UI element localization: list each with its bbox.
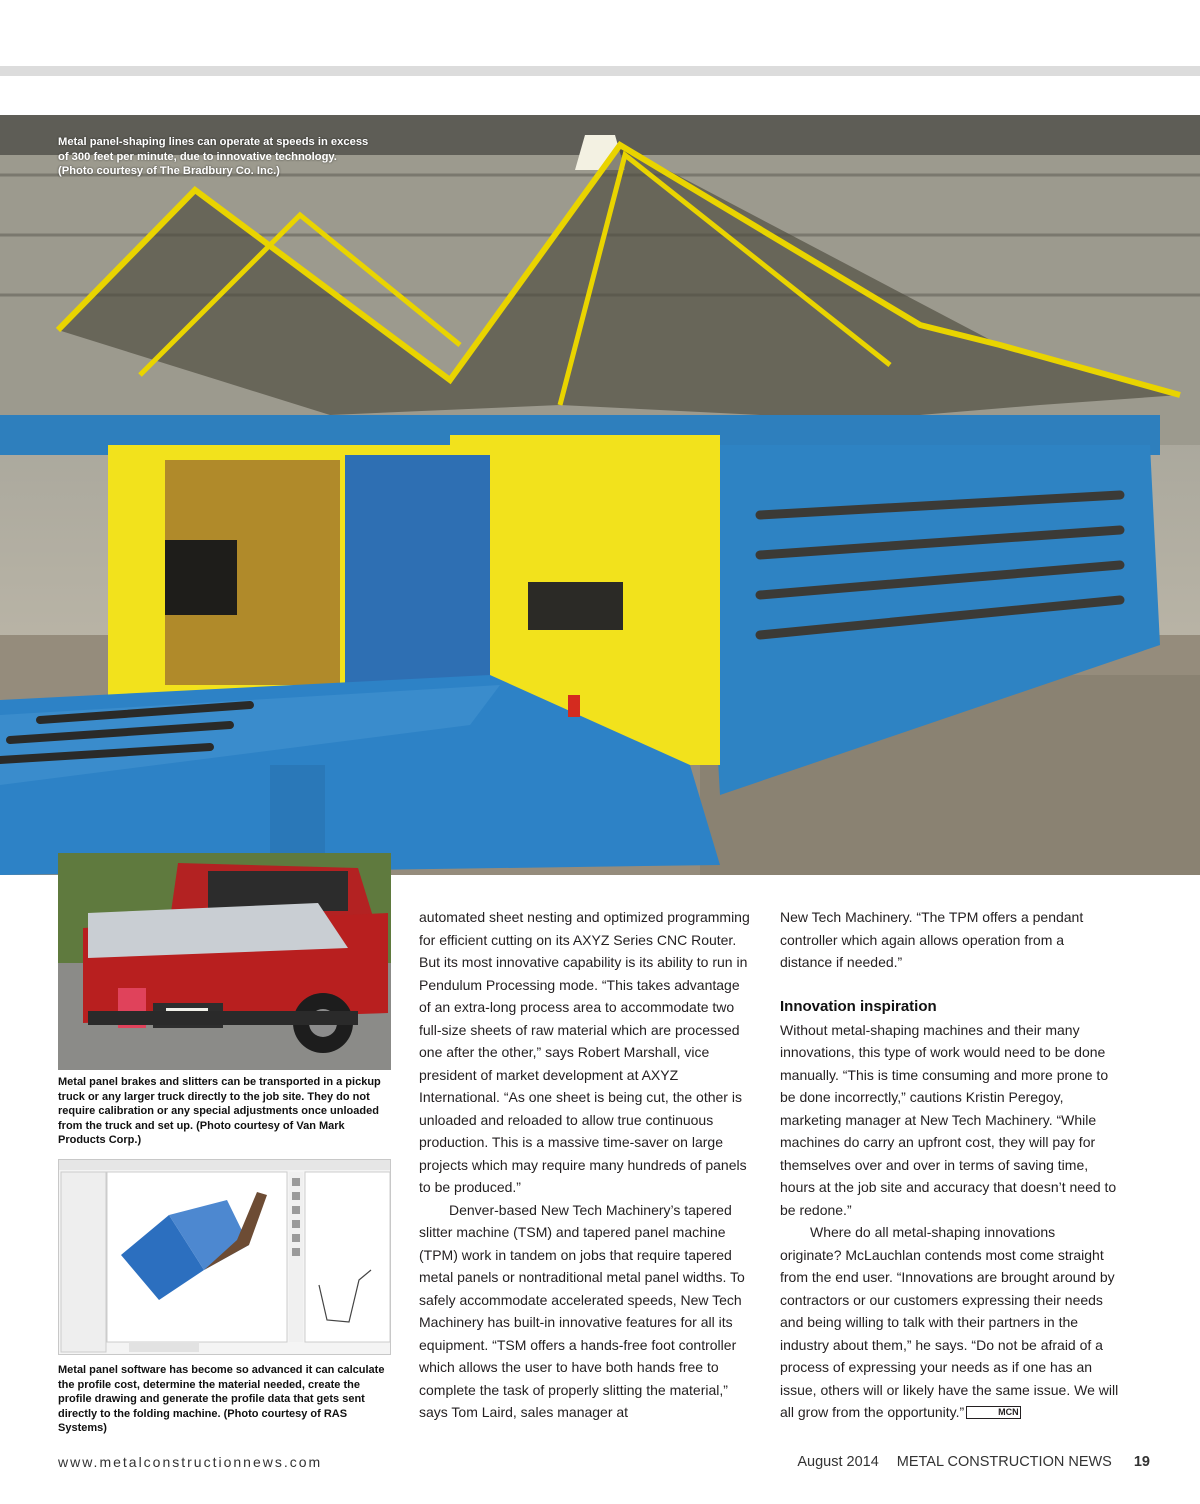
top-rule [0,66,1200,76]
final-paragraph-text: Where do all metal-shaping innovations originate? McLauchlan contends most come straight from the end user. “Innovations are brought around by contractors or our customers expressing their needs and being willing to talk with their partners in the industry about them,” he says. “Do not be afraid of a process of expressing your needs as if one has an issue, others will or likely have the same issue. We will all grow from the opportunity.” [780,1224,1119,1420]
pickup-truck-photo [58,853,391,1070]
body-paragraph-final [780,1221,1120,1424]
article-column-right [780,906,1120,1424]
paragraph-gap [780,974,1120,997]
article-column-middle [419,906,751,1424]
profile-software-screenshot [58,1159,391,1355]
roll-former-photo [0,115,1200,875]
body-paragraph: Denver-based New Tech Machinery’s tapered slitter machine (TSM) and tapered panel machine (TPM) work in tandem on jobs that require tapered metal panels or nontraditional metal panel widths. To safely accommodate accelerated speeds, New Tech Machinery has built-in innovative features for all its equipment. “TSM offers a hands-free foot controller which allows the user to have both hands free to complete the task of properly slitting the material,” says Tom Laird, sales manager at [419,1201,745,1420]
footer-website: www.metalconstructionnews.com [58,1454,323,1470]
main-photo-caption: Metal panel-shaping lines can operate at speeds in excess of 300 feet per minute, due to innovative technology. (Photo courtesy of The Bradbury Co. Inc.) [58,136,369,178]
subheading: Innovation inspiration [780,998,937,1015]
truck-photo-caption: Metal panel brakes and slitters can be transported in a pickup truck or any larger truck directly to the job site. They do not require calibration or any special adjustments once unloaded from the truck and set up. (Photo courtesy of Van Mark Products Corp.) [58,1076,381,1146]
body-paragraph: New Tech Machinery. “The TPM offers a pendant controller which again allows operation from a distance if needed.” [780,909,1084,970]
body-paragraph: Without metal-shaping machines and their many innovations, this type of work would need to be done manually. “This is time consuming and more prone to be done incorrectly,” cautions Kristin Peregoy, marketing manager at New Tech Machinery. “While machines do carry an upfront cost, they will pay for themselves over and over in terms of saving time, hours at the job site and accuracy that doesn’t need to be redone.” [780,1021,1117,1218]
page-number: 19 [1133,1454,1150,1470]
footer-magazine: METAL CONSTRUCTION NEWS [896,1454,1112,1470]
body-paragraph: automated sheet nesting and optimized programming for efficient cutting on its AXYZ Series CNC Router. But its most innovative capability is its ability to run in Pendulum Processing mode. “This takes advantage of an extra-long process area to accommodate two full-size sheets of raw material which are processed one after the other,” says Robert Marshall, vice president of market development at AXYZ International. “As one sheet is being cut, the other is unloaded and reloaded to allow true continuous production. This is a massive time-saver on large projects which may require many hundreds of panels to be produced.” [419,909,750,1195]
software-photo-caption: Metal panel software has become so advanced it can calculate the profile cost, determine the material needed, create the profile drawing and generate the profile data that gets sent directly to the folding machine. (Photo courtesy of RAS Systems) [58,1364,385,1434]
end-mark-icon: MCN [966,1406,1021,1419]
footer-issue-info [797,1454,1150,1470]
footer-date: August 2014 [797,1454,879,1470]
